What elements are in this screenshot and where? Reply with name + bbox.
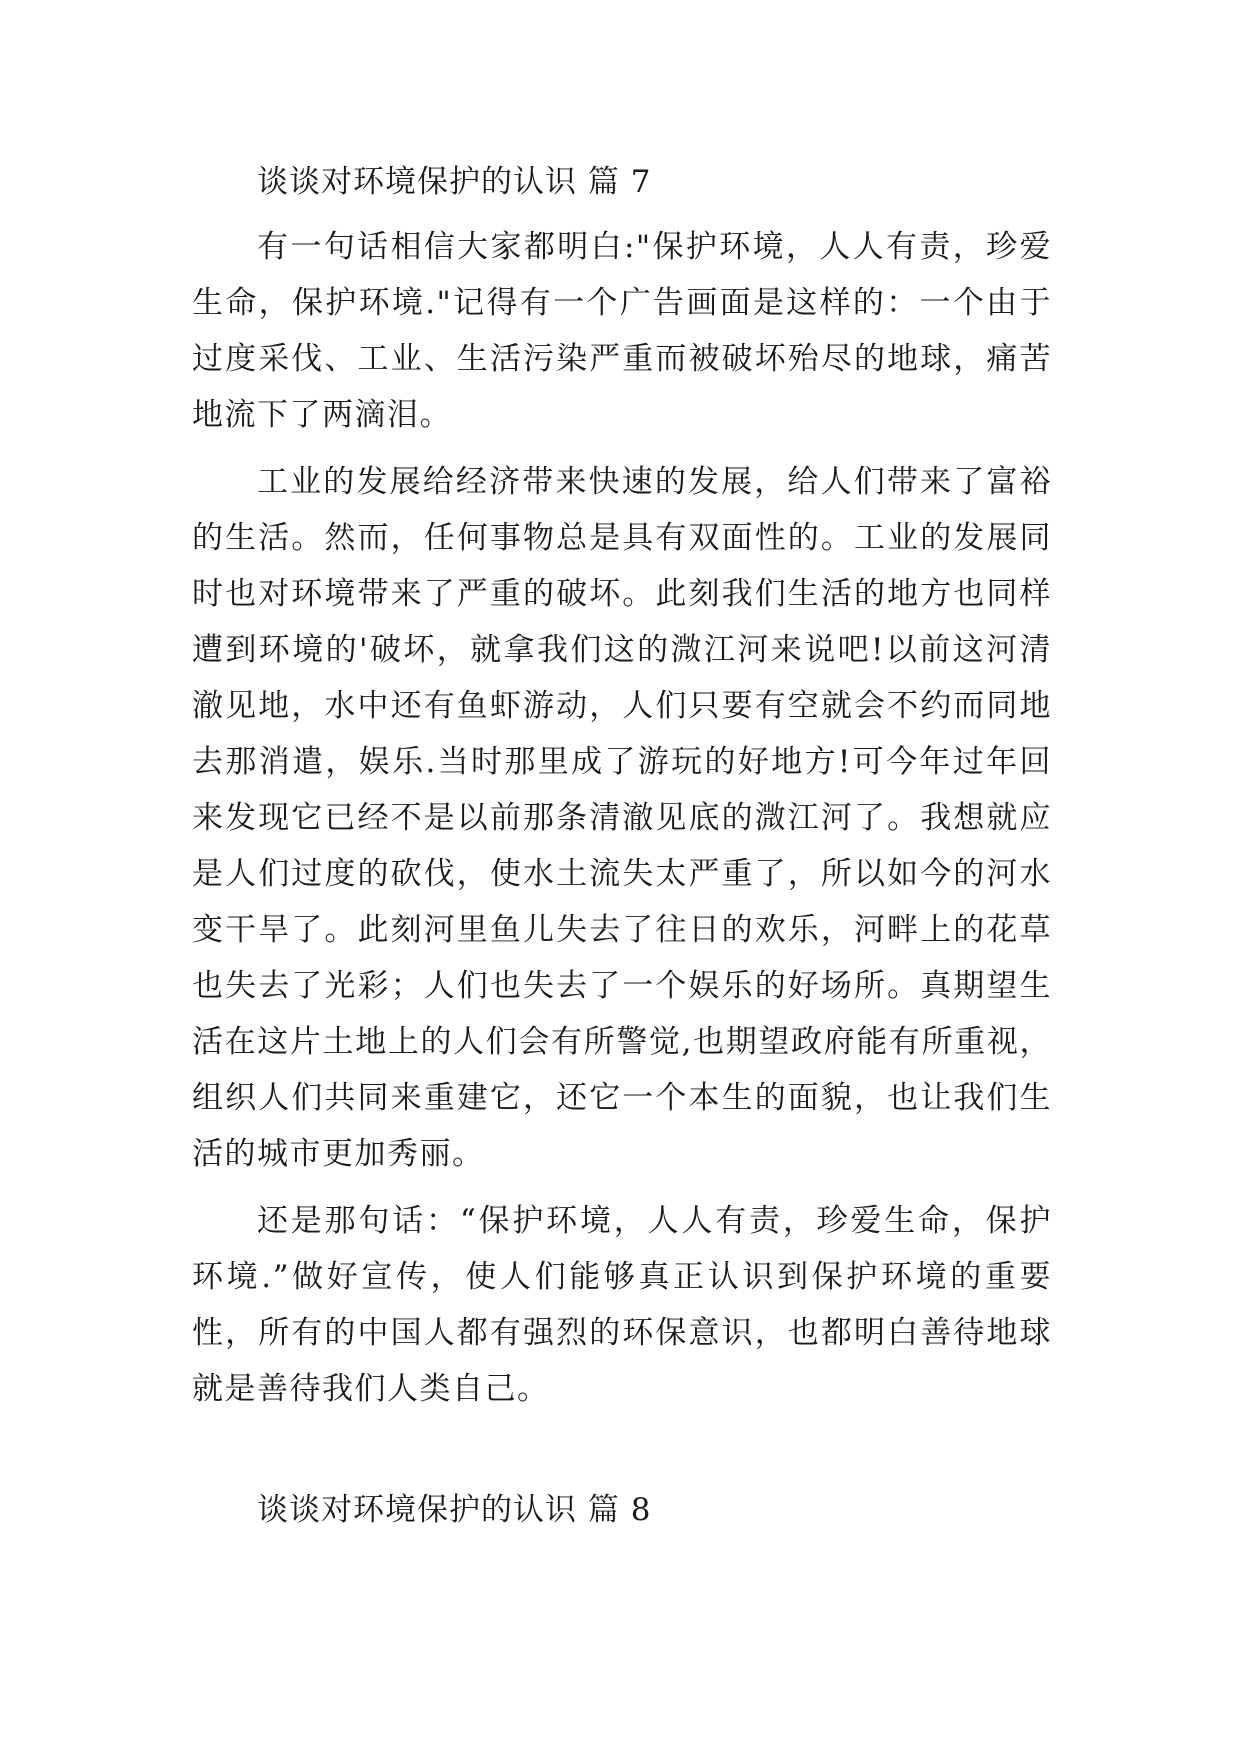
- paragraph-2-line-3: 时也对环境带来了严重的破坏。此刻我们生活的地方也同样: [192, 576, 1052, 612]
- paragraph-2-line-1: 工业的发展给经济带来快速的发展，给人们带来了富裕: [257, 464, 1052, 500]
- paragraph-2-line-11: 活在这片土地上的人们会有所警觉,也期望政府能有所重视，: [192, 1024, 1052, 1060]
- paragraph-1-line-1: 有一句话相信大家都明白:"保护环境，人人有责，珍爱: [257, 229, 1052, 265]
- paragraph-3-line-2: 环境.”做好宣传，使人们能够真正认识到保护环境的重要: [192, 1259, 1052, 1295]
- section-heading-7: 谈谈对环境保护的认识 篇 7: [257, 164, 652, 200]
- paragraph-3-line-4: 就是善待我们人类自己。: [192, 1371, 550, 1407]
- paragraph-2-line-8: 是人们过度的砍伐，使水土流失太严重了，所以如今的河水: [192, 856, 1052, 892]
- paragraph-2-line-9: 变干旱了。此刻河里鱼儿失去了往日的欢乐，河畔上的花草: [192, 912, 1052, 948]
- paragraph-2-line-2: 的生活。然而，任何事物总是具有双面性的。工业的发展同: [192, 520, 1052, 556]
- paragraph-2-line-6: 去那消遣，娱乐.当时那里成了游玩的好地方!可今年过年回: [192, 744, 1052, 780]
- paragraph-2-line-4: 遭到环境的'破坏，就拿我们这的溦江河来说吧!以前这河清: [192, 632, 1052, 668]
- paragraph-2-line-10: 也失去了光彩；人们也失去了一个娱乐的好场所。真期望生: [192, 968, 1052, 1004]
- paragraph-1-line-4: 地流下了两滴泪。: [192, 397, 452, 433]
- paragraph-1-line-2: 生命，保护环境."记得有一个广告画面是这样的：一个由于: [192, 285, 1052, 321]
- section-heading-8: 谈谈对环境保护的认识 篇 8: [257, 1492, 652, 1528]
- paragraph-2-line-7: 来发现它已经不是以前那条清澈见底的溦江河了。我想就应: [192, 800, 1052, 836]
- paragraph-3-line-3: 性，所有的中国人都有强烈的环保意识，也都明白善待地球: [192, 1315, 1052, 1351]
- paragraph-3-line-1: 还是那句话：“保护环境，人人有责，珍爱生命，保护: [257, 1203, 1052, 1239]
- paragraph-1-line-3: 过度采伐、工业、生活污染严重而被破坏殆尽的地球，痛苦: [192, 341, 1052, 377]
- paragraph-2-line-13: 活的城市更加秀丽。: [192, 1136, 485, 1172]
- paragraph-2-line-5: 澈见地，水中还有鱼虾游动，人们只要有空就会不约而同地: [192, 688, 1052, 724]
- paragraph-2-line-12: 组织人们共同来重建它，还它一个本生的面貌，也让我们生: [192, 1080, 1052, 1116]
